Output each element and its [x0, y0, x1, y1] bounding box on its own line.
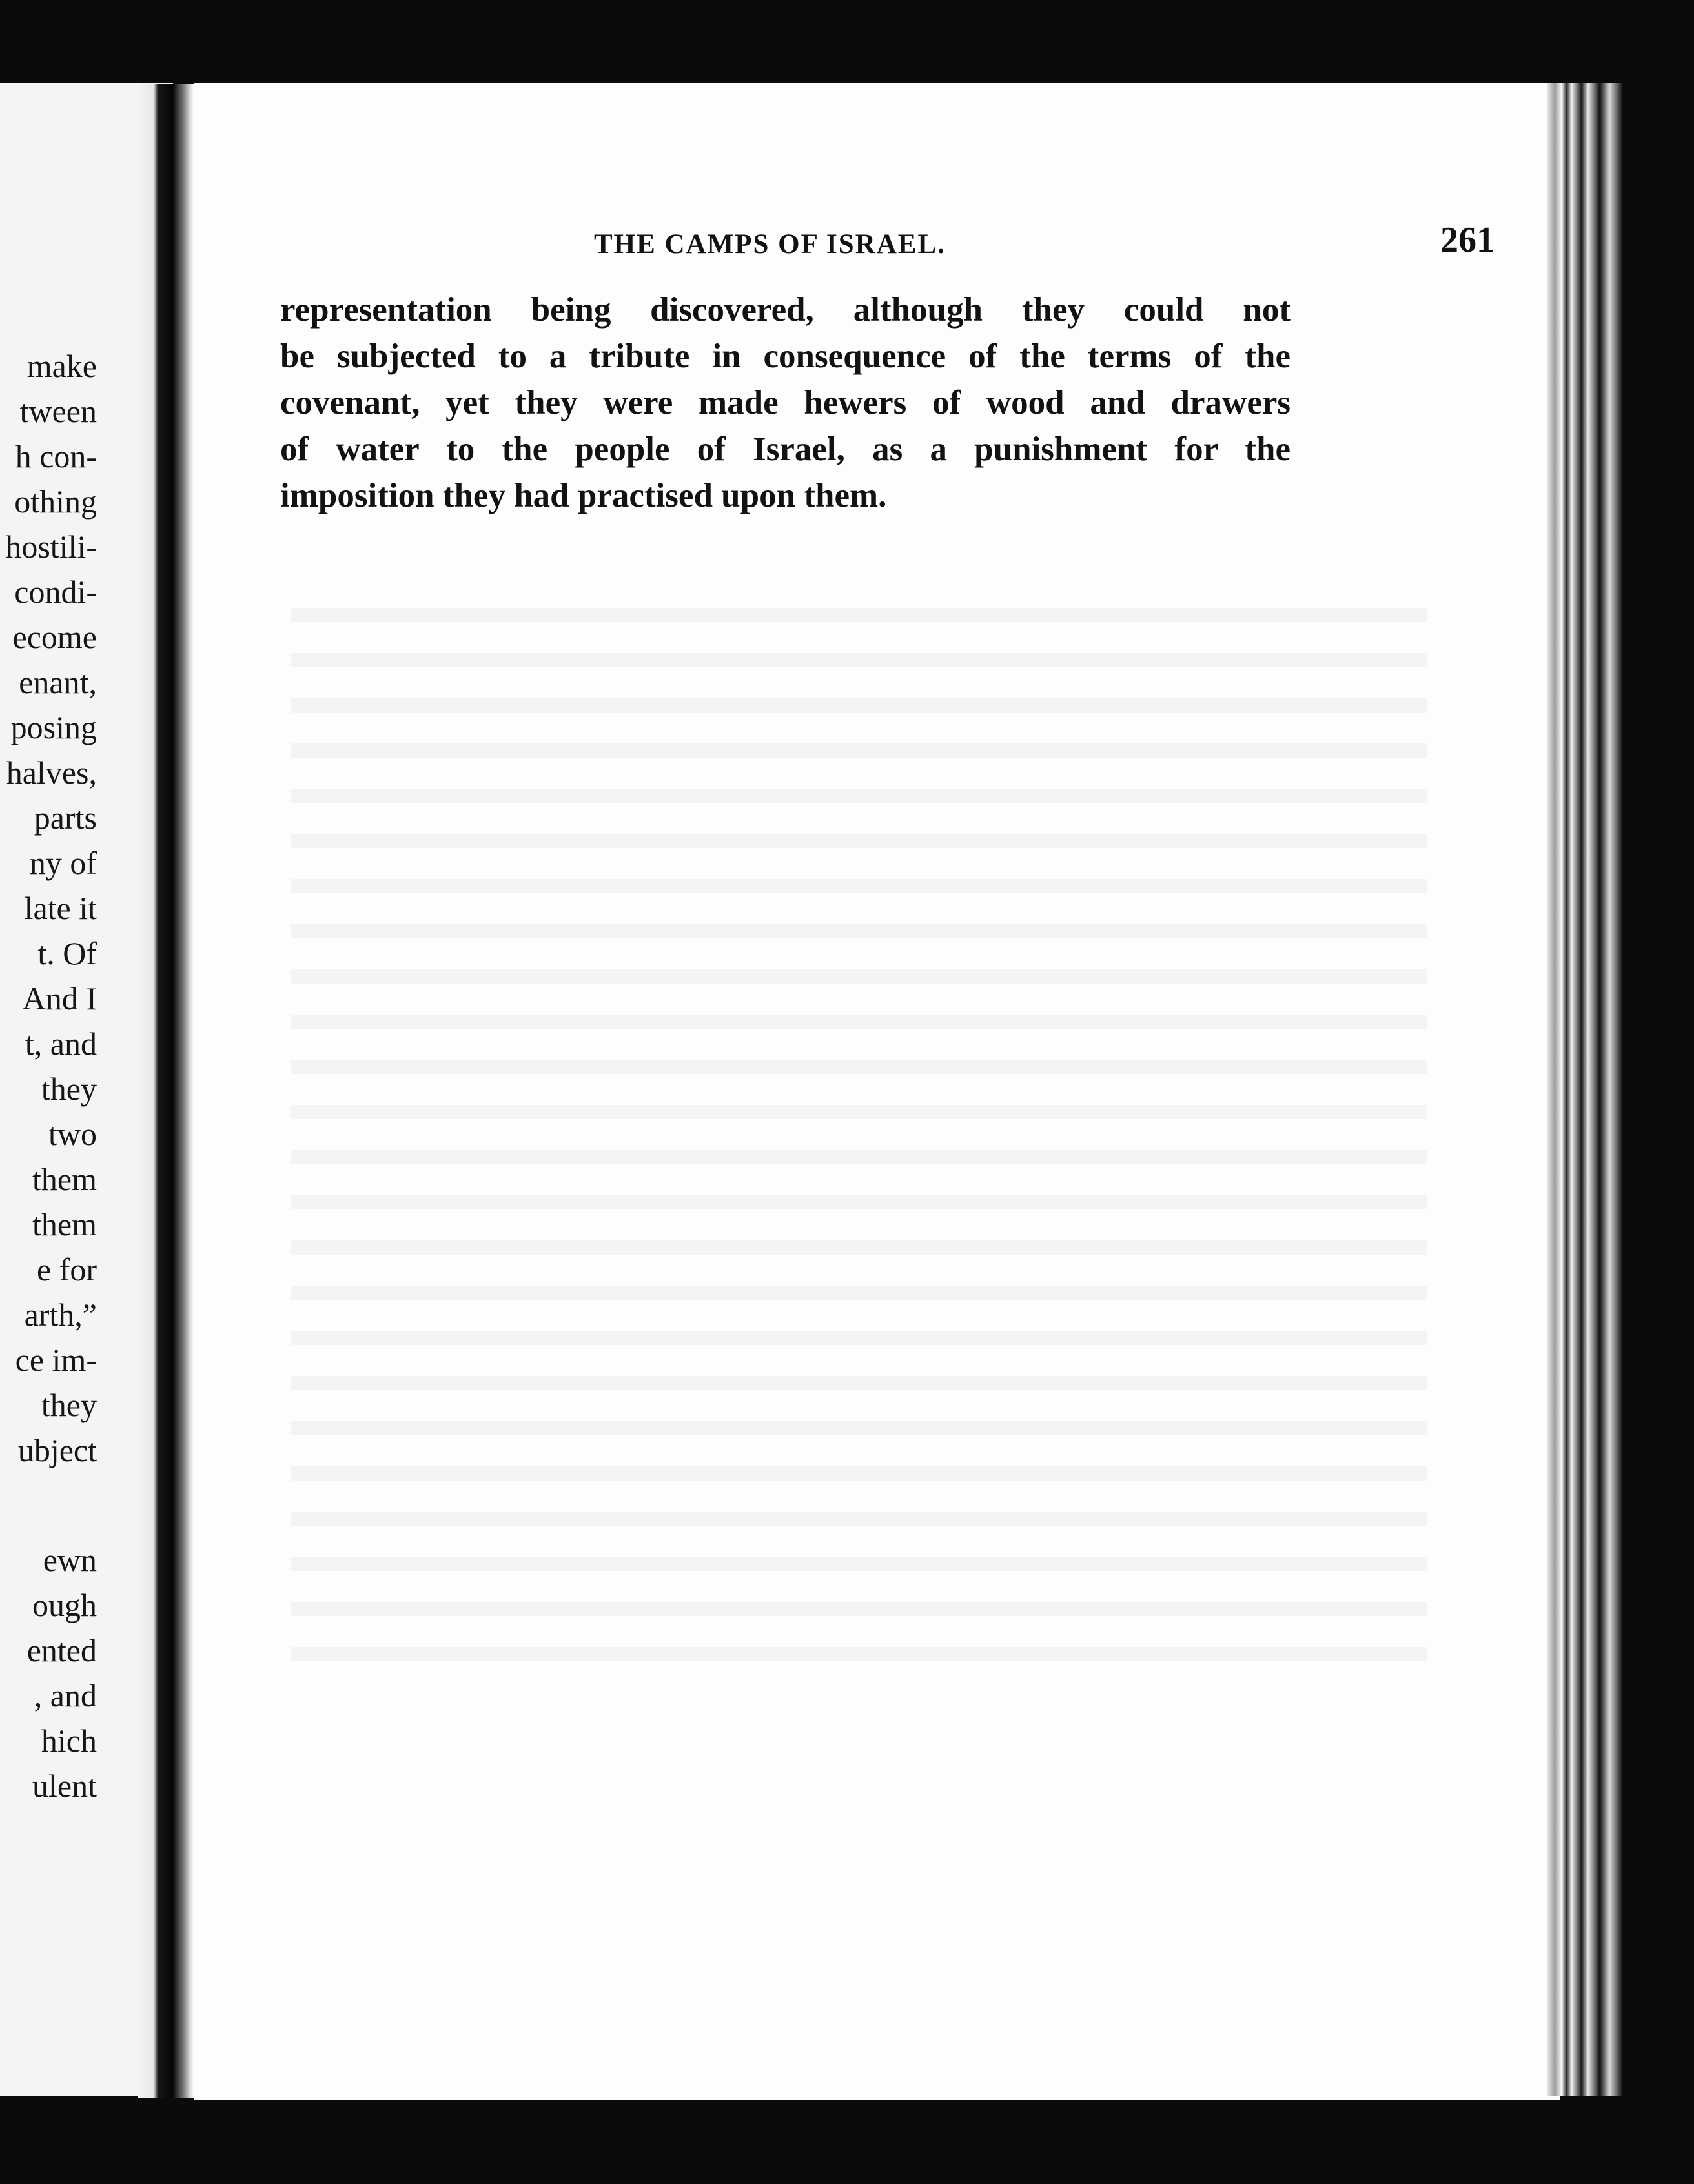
- page-header: [594, 219, 1495, 271]
- body-paragraph: [280, 287, 1291, 519]
- left-line-fragment: ecome: [12, 619, 97, 655]
- left-line-fragment: ny of: [29, 845, 97, 881]
- left-line-fragment: condi-: [14, 574, 97, 610]
- text-line: of water to the people of Israel, as a punishment for the: [280, 430, 1291, 468]
- page-number: 261: [1440, 220, 1495, 260]
- left-line-fragment: ewn: [43, 1542, 97, 1578]
- left-line-fragment: them: [32, 1206, 97, 1242]
- text-line: covenant, yet they were made hewers of wood and drawers: [280, 384, 1291, 421]
- left-line-fragment: late it: [24, 890, 97, 926]
- left-line-fragment: halves,: [6, 754, 97, 791]
- left-line-fragment: And I: [22, 980, 97, 1016]
- left-line-fragment: hostili-: [5, 529, 97, 565]
- left-line-fragment: othing: [14, 483, 97, 520]
- left-line-fragment: two: [48, 1116, 97, 1152]
- left-line-fragment: parts: [34, 800, 97, 836]
- left-line-fragment: h con-: [15, 438, 97, 474]
- left-line-fragment: ough: [32, 1587, 97, 1623]
- left-line-fragment: t, and: [25, 1026, 97, 1062]
- left-line-fragment: them: [32, 1161, 97, 1197]
- left-line-fragment: e for: [37, 1251, 97, 1288]
- book-gutter: [138, 84, 194, 2098]
- left-line-fragment: tween: [19, 393, 97, 429]
- left-line-fragment: make: [26, 348, 97, 384]
- text-line: be subjected to a tribute in consequence of the terms of the: [280, 338, 1291, 375]
- bleed-through-shadow: [291, 586, 1427, 1670]
- left-line-fragment: they: [41, 1387, 97, 1423]
- left-line-fragment: t. Of: [37, 935, 97, 971]
- left-line-fragment: posing: [10, 709, 97, 745]
- left-line-fragment: hich: [41, 1723, 97, 1759]
- left-line-fragment: they: [41, 1071, 97, 1107]
- left-line-fragment: ented: [26, 1632, 97, 1668]
- book-fore-edge: [1547, 83, 1629, 2096]
- left-line-fragment: , and: [34, 1677, 97, 1714]
- left-line-fragment: ce im-: [15, 1342, 97, 1378]
- text-line: representation being discovered, although they could not: [280, 291, 1291, 329]
- left-line-fragment: arth,”: [24, 1297, 97, 1333]
- running-head: THE CAMPS OF ISRAEL.: [594, 229, 946, 259]
- left-line-fragment: ubject: [17, 1432, 97, 1468]
- left-line-fragment: ulent: [32, 1768, 97, 1804]
- left-line-fragment: enant,: [19, 664, 97, 700]
- right-page: [194, 83, 1560, 2100]
- text-line: imposition they had practised upon them.: [280, 477, 887, 514]
